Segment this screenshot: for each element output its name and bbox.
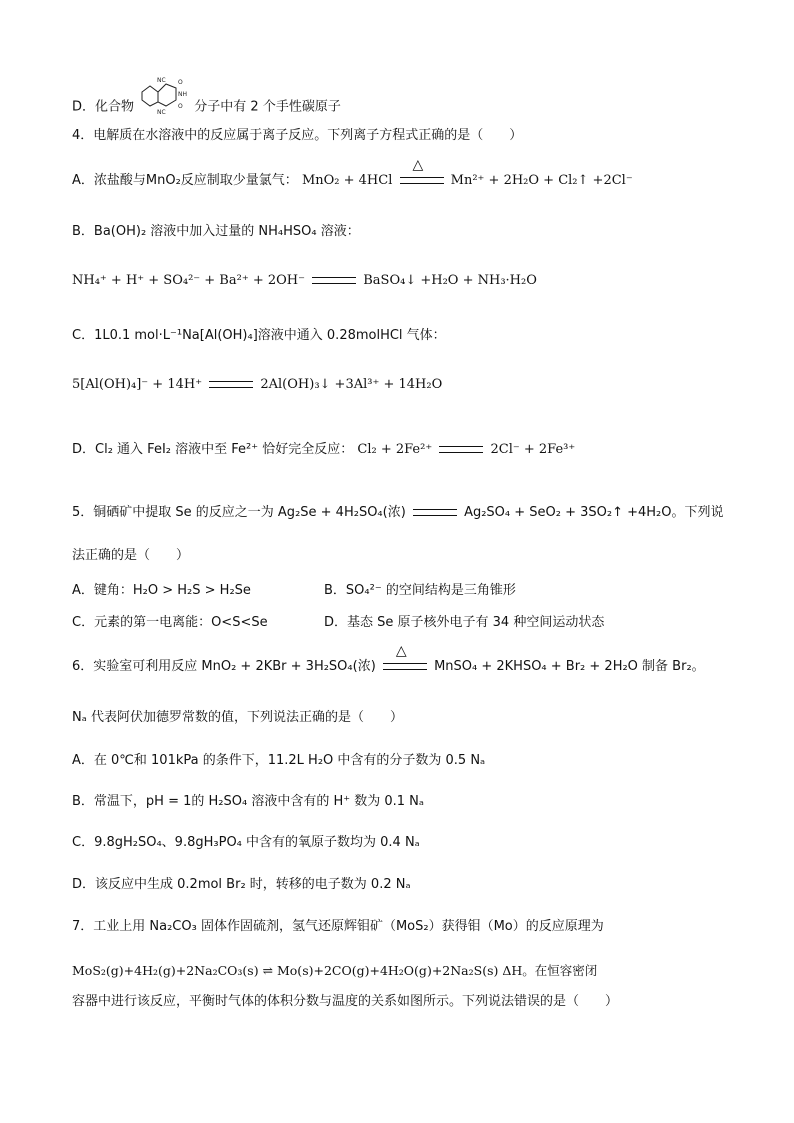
q5-stem-suffix: Ag₂SO₄ + SeO₂ + 3SO₂↑ +4H₂O。下列说: [464, 505, 724, 520]
q4-a-right: Mn²⁺ + 2H₂O + Cl₂↑ +2Cl⁻: [450, 173, 633, 188]
q4-d-eq-left: Cl₂ + 2Fe²⁺: [357, 442, 433, 457]
q6-option-d: D．该反应中生成 0.2mol Br₂ 时，转移的电子数为 0.2 Nₐ: [72, 877, 411, 892]
q5-options-row2: [72, 614, 722, 632]
q3-option-d: [72, 77, 341, 117]
q5-option-a: A．键角：H₂O > H₂S > H₂Se: [72, 583, 251, 598]
equal-sign: [413, 509, 457, 516]
q4-d-label: D．Cl₂ 通入 FeI₂ 溶液中至 Fe²⁺ 恰好完全反应：: [72, 442, 354, 457]
q4-option-a: [72, 157, 633, 190]
q5-stem-line2: 法正确的是（ ）: [72, 548, 190, 563]
q4-option-d: [72, 441, 575, 459]
heating-equal-sign: [397, 157, 447, 190]
q6-stem-line2: Nₐ 代表阿伏加德罗常数的值，下列说法正确的是（ ）: [72, 710, 403, 725]
q4-b-eq-left: NH₄⁺ + H⁺ + SO₄²⁻ + Ba²⁺ + 2OH⁻: [72, 273, 305, 288]
q6-option-c: C．9.8gH₂SO₄、9.8gH₃PO₄ 中含有的氧原子数均为 0.4 Nₐ: [72, 835, 420, 850]
q5-option-b: B．SO₄²⁻ 的空间结构是三角锥形: [324, 583, 516, 598]
q5-option-d: D．基态 Se 原子核外电子有 34 种空间运动状态: [324, 615, 605, 630]
q5-options-row1: [72, 582, 722, 600]
q4-a-left: MnO₂ + 4HCl: [301, 173, 393, 188]
q4-option-b-equation: [72, 272, 537, 290]
svg-text:NH: NH: [178, 91, 188, 98]
q6-option-a: A．在 0℃和 101kPa 的条件下，11.2L H₂O 中含有的分子数为 0.5 Nₐ: [72, 753, 486, 768]
equal-sign: [312, 277, 356, 284]
delta-symbol: △: [412, 157, 424, 173]
svg-text:O: O: [178, 103, 183, 110]
q5-stem-prefix: 5．铜硒矿中提取 Se 的反应之一为 Ag₂Se + 4H₂SO₄(浓): [72, 505, 406, 520]
q5-stem-line1: [72, 504, 724, 522]
q4-a-label: A．浓盐酸与MnO₂反应制取少量氯气：: [72, 173, 298, 188]
q7-stem-line2: MoS₂(g)+4H₂(g)+2Na₂CO₃(s) ⇌ Mo(s)+2CO(g)+4H₂O(g)+2Na₂S(s) ΔH。在恒容密闭: [72, 963, 598, 978]
q3-option-d-suffix: 分子中有 2 个手性碳原子: [194, 99, 341, 115]
q4-stem: 4．电解质在水溶液中的反应属于离子反应。下列离子方程式正确的是（ ）: [72, 128, 523, 143]
q6-option-b: B．常温下，pH = 1的 H₂SO₄ 溶液中含有的 H⁺ 数为 0.1 Nₐ: [72, 794, 424, 809]
equal-sign: [439, 446, 483, 453]
q3-option-d-prefix: D．化合物: [72, 99, 135, 115]
q4-d-eq-right: 2Cl⁻ + 2Fe³⁺: [490, 442, 576, 457]
svg-text:NC: NC: [157, 77, 166, 84]
q4-option-c-equation: [72, 376, 442, 394]
delta-symbol: △: [395, 643, 407, 659]
svg-text:NC: NC: [157, 109, 166, 116]
q7-stem-line3: 容器中进行该反应，平衡时气体的体积分数与温度的关系如图所示。下列说法错误的是（ ）: [72, 994, 619, 1009]
svg-text:O: O: [178, 79, 183, 86]
q4-c-eq-right: 2Al(OH)₃↓ +3Al³⁺ + 14H₂O: [260, 377, 443, 392]
q7-stem-line1: 7．工业上用 Na₂CO₃ 固体作固硫剂，氢气还原辉钼矿（MoS₂）获得钼（Mo）的反应原理为: [72, 919, 604, 934]
molecule-structure-icon: [138, 70, 190, 116]
q6-stem-line1: [72, 643, 705, 676]
q4-option-c: C．1L0.1 mol·L⁻¹Na[Al(OH)₄]溶液中通入 0.28molHCl 气体：: [72, 328, 446, 343]
q4-c-eq-left: 5[Al(OH)₄]⁻ + 14H⁺: [72, 377, 203, 392]
q4-b-eq-right: BaSO₄↓ +H₂O + NH₃·H₂O: [363, 273, 537, 288]
q4-option-b: B．Ba(OH)₂ 溶液中加入过量的 NH₄HSO₄ 溶液：: [72, 224, 360, 239]
equal-sign: [209, 381, 253, 388]
q6-stem-suffix: MnSO₄ + 2KHSO₄ + Br₂ + 2H₂O 制备 Br₂。: [434, 659, 705, 674]
heating-equal-sign: [380, 643, 430, 676]
q6-stem-prefix: 6．实验室可利用反应 MnO₂ + 2KBr + 3H₂SO₄(浓): [72, 659, 376, 674]
q5-option-c: C．元素的第一电离能：O<S<Se: [72, 615, 268, 630]
